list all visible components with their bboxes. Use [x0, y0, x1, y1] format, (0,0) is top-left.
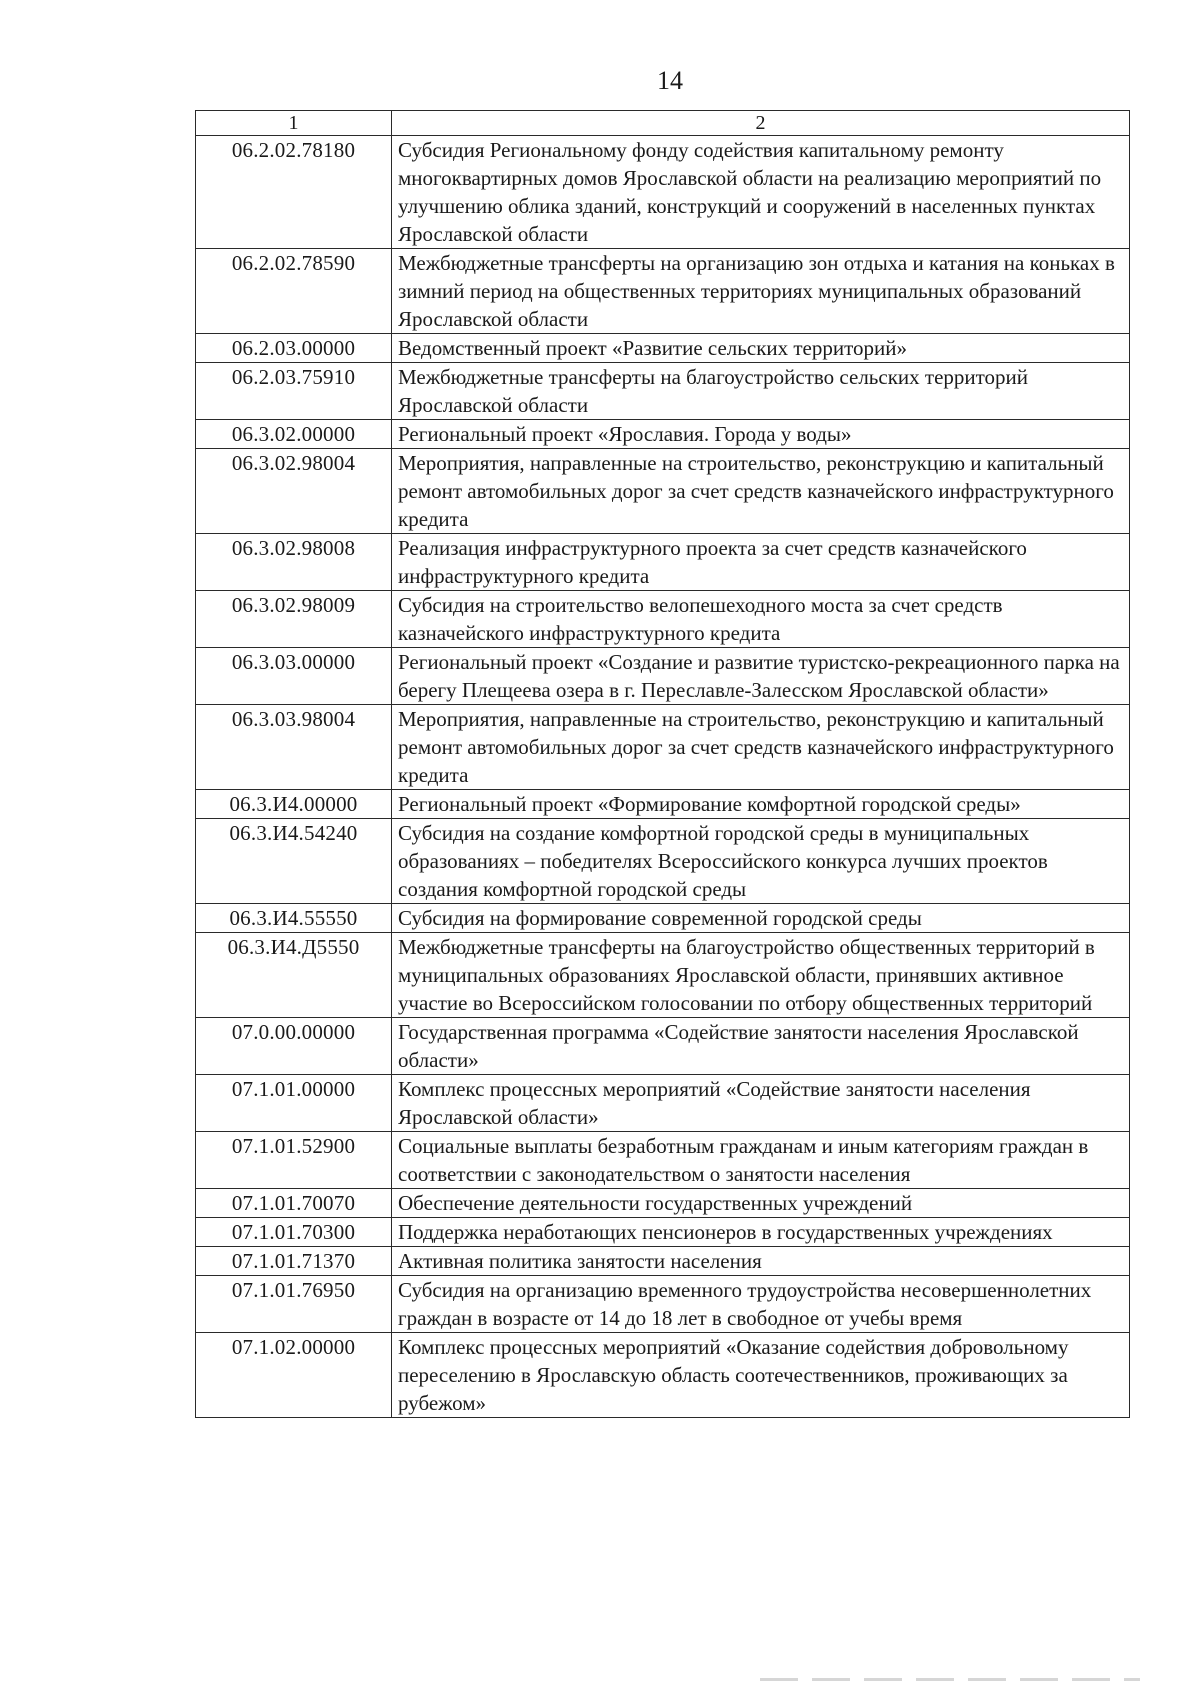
table-row: [196, 1247, 1130, 1276]
item-name-cell: Субсидия на создание комфортной городской среды в муниципальных образованиях – победителях Всероссийского конкурса лучших проектов создания комфортной городской среды: [392, 819, 1130, 904]
item-name-cell: Обеспечение деятельности государственных учреждений: [392, 1189, 1130, 1218]
table-row: [196, 790, 1130, 819]
table-row: [196, 1132, 1130, 1189]
column-header-name: 2: [392, 111, 1130, 136]
table-header-row: [196, 111, 1130, 136]
table-row: [196, 904, 1130, 933]
item-name-cell: Региональный проект «Формирование комфортной городской среды»: [392, 790, 1130, 819]
budget-code-cell: 07.0.00.00000: [196, 1018, 392, 1075]
budget-code-cell: 06.3.И4.55550: [196, 904, 392, 933]
item-name-cell: Межбюджетные трансферты на благоустройство общественных территорий в муниципальных образованиях Ярославской области, принявших активное участие во Всероссийском голосовании по отбору общественных территорий: [392, 933, 1130, 1018]
budget-code-cell: 06.3.02.00000: [196, 420, 392, 449]
page-number: 14: [657, 66, 683, 95]
table-row: [196, 1276, 1130, 1333]
budget-code-cell: 06.3.02.98009: [196, 591, 392, 648]
table-body: [196, 136, 1130, 1418]
budget-code-cell: 07.1.01.00000: [196, 1075, 392, 1132]
table-row: [196, 449, 1130, 534]
table-row: [196, 705, 1130, 790]
item-name-cell: Реализация инфраструктурного проекта за счет средств казначейского инфраструктурного кредита: [392, 534, 1130, 591]
table-row: [196, 534, 1130, 591]
scan-artifact-marks: [760, 1678, 1140, 1681]
table-row: [196, 591, 1130, 648]
budget-code-cell: 07.1.01.71370: [196, 1247, 392, 1276]
budget-code-cell: 06.3.И4.54240: [196, 819, 392, 904]
budget-code-cell: 06.2.03.00000: [196, 334, 392, 363]
budget-code-cell: 07.1.01.70300: [196, 1218, 392, 1247]
item-name-cell: Комплекс процессных мероприятий «Содействие занятости населения Ярославской области»: [392, 1075, 1130, 1132]
item-name-cell: Комплекс процессных мероприятий «Оказание содействия добровольному переселению в Ярославскую область соотечественников, проживающих за рубежом»: [392, 1333, 1130, 1418]
budget-code-cell: 06.2.02.78180: [196, 136, 392, 249]
item-name-cell: Региональный проект «Создание и развитие туристско-рекреационного парка на берегу Плещеева озера в г. Переславле-Залесском Ярославской области»: [392, 648, 1130, 705]
table-row: [196, 648, 1130, 705]
budget-code-cell: 06.3.02.98004: [196, 449, 392, 534]
table-row: [196, 1333, 1130, 1418]
item-name-cell: Государственная программа «Содействие занятости населения Ярославской области»: [392, 1018, 1130, 1075]
item-name-cell: Субсидия на организацию временного трудоустройства несовершеннолетних граждан в возрасте от 14 до 18 лет в свободное от учебы время: [392, 1276, 1130, 1333]
budget-code-cell: 06.3.03.98004: [196, 705, 392, 790]
budget-code-cell: 06.3.02.98008: [196, 534, 392, 591]
table-row: [196, 334, 1130, 363]
item-name-cell: Региональный проект «Ярославия. Города у воды»: [392, 420, 1130, 449]
item-name-cell: Активная политика занятости населения: [392, 1247, 1130, 1276]
table-row: [196, 1018, 1130, 1075]
table-row: [196, 363, 1130, 420]
table-row: [196, 1189, 1130, 1218]
table-row: [196, 136, 1130, 249]
budget-code-cell: 07.1.01.76950: [196, 1276, 392, 1333]
budget-code-cell: 06.3.03.00000: [196, 648, 392, 705]
item-name-cell: Социальные выплаты безработным гражданам и иным категориям граждан в соответствии с законодательством о занятости населения: [392, 1132, 1130, 1189]
budget-code-cell: 06.3.И4.Д5550: [196, 933, 392, 1018]
budget-code-cell: 06.3.И4.00000: [196, 790, 392, 819]
table-row: [196, 819, 1130, 904]
item-name-cell: Межбюджетные трансферты на благоустройство сельских территорий Ярославской области: [392, 363, 1130, 420]
item-name-cell: Ведомственный проект «Развитие сельских территорий»: [392, 334, 1130, 363]
item-name-cell: Мероприятия, направленные на строительство, реконструкцию и капитальный ремонт автомобильных дорог за счет средств казначейского инфраструктурного кредита: [392, 449, 1130, 534]
column-header-code: 1: [196, 111, 392, 136]
item-name-cell: Поддержка неработающих пенсионеров в государственных учреждениях: [392, 1218, 1130, 1247]
budget-code-cell: 06.2.02.78590: [196, 249, 392, 334]
table-row: [196, 1218, 1130, 1247]
table-row: [196, 420, 1130, 449]
budget-code-cell: 06.2.03.75910: [196, 363, 392, 420]
budget-code-cell: 07.1.01.52900: [196, 1132, 392, 1189]
item-name-cell: Субсидия Региональному фонду содействия капитальному ремонту многоквартирных домов Ярославской области на реализацию мероприятий по улучшению облика зданий, конструкций и сооружений в населенных пунктах Ярославской области: [392, 136, 1130, 249]
item-name-cell: Субсидия на формирование современной городской среды: [392, 904, 1130, 933]
item-name-cell: Мероприятия, направленные на строительство, реконструкцию и капитальный ремонт автомобильных дорог за счет средств казначейского инфраструктурного кредита: [392, 705, 1130, 790]
item-name-cell: Субсидия на строительство велопешеходного моста за счет средств казначейского инфраструктурного кредита: [392, 591, 1130, 648]
item-name-cell: Межбюджетные трансферты на организацию зон отдыха и катания на коньках в зимний период на общественных территориях муниципальных образований Ярославской области: [392, 249, 1130, 334]
table-row: [196, 249, 1130, 334]
budget-code-cell: 07.1.02.00000: [196, 1333, 392, 1418]
budget-codes-table: [195, 110, 1130, 1418]
table-row: [196, 933, 1130, 1018]
table-row: [196, 1075, 1130, 1132]
budget-code-cell: 07.1.01.70070: [196, 1189, 392, 1218]
